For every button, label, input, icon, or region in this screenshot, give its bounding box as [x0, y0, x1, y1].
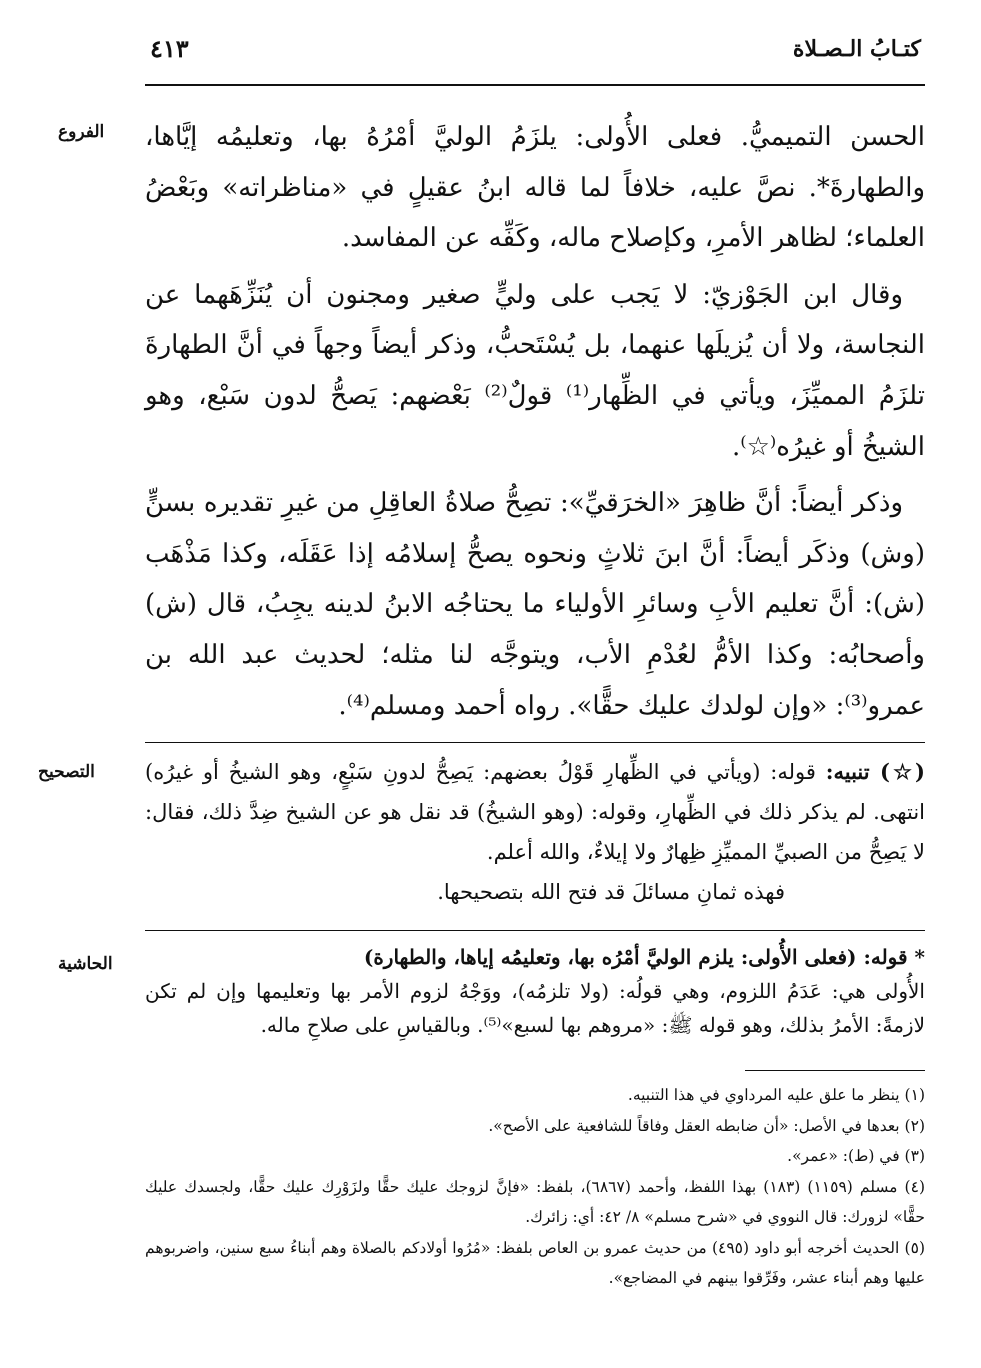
tashih-section [145, 752, 925, 912]
margin-label-furu: الفروع [58, 122, 105, 142]
tanbih-lead: (☆) تنبيه: [825, 759, 925, 784]
footnote-item: (٤) مسلم (١١٥٩) (١٨٣) بهذا اللفظ، وأحمد (٦٨٦٧)، بلفظ: «فإنَّ لزوجك عليك حقًّا ولزَوْرِك عليك حقًّا، ولجسدك عليك حقًّا» لزورك: قال النووي في «شرح مسلم» ٨/ ٤٢: أي: زائرك. [145, 1177, 925, 1226]
footnote-item: (٥) الحديث أخرجه أبو داود (٤٩٥) من حديث عمرو بن العاص بلفظ: «مُرُوا أولادكم بالصلاة وهم أبناءُ سبع سنين، واضربوهم عليها وهم أبناء عشر، وفَرِّقوا بينهم في المضاجع». [145, 1238, 925, 1287]
hashiya-body: الأُولى هي: عَدَمُ اللزوم، وهي قولُه: (ولا تلزمُه)، ووَجْهُ لزوم الأمر بها وتعليمها وإن لم تكن لازمةً: الأمرُ بذلك، وهو قوله ﷺ: «مروهم بها لسبع»⁽⁵⁾. وبالقياسِ على صلاحِ ماله. [145, 979, 925, 1037]
tanbih-text: قوله: (ويأتي في الظِّهارِ قَوْلُ بعضهم: يَصِحُّ لدونِ سَبْعٍ، وهو الشيخُ أو غيرُه) انتهى. لم يذكر ذلك في الظِّهارِ، وقوله: (وهو الشيخُ) قد نقل هو عن الشيخ ضِدَّ ذلك، فقال: لا يَصِحُّ من الصبيِّ المميِّزِ ظِهارٌ ولا إيلاءٌ، والله أعلم. [145, 760, 925, 864]
margin-label-hashiya: الحاشية [58, 954, 113, 974]
footnote-item: (٣) في (ط): «عمر». [787, 1147, 925, 1165]
tashih-note [145, 752, 925, 872]
margin-label-tashih: التصحيح [38, 762, 95, 782]
main-text-body [145, 112, 925, 737]
hashiya-section [145, 940, 925, 1042]
tashih-closing: فهذه ثمانِ مسائلَ قد فتح الله بتصحيحها. [437, 880, 785, 904]
main-paragraph: وقال ابن الجَوْزيّ: لا يَجب على وليٍّ صغير ومجنون أن يُنَزِّهَهما عن النجاسة، ولا أن يُزيلَها عنهما، بل يُسْتَحبُّ، وذكر أيضاً وجهاً في أنَّ الطهارةَ تلزَمُ المميِّزَ، ويأتي في الظِّهار⁽¹⁾ قولٌ⁽²⁾ بَعْضهم: يَصحُّ لدون سَبْع، وهو الشيخُ أو غيرُه⁽☆⁾. [145, 279, 925, 462]
main-paragraph: وذكر أيضاً: أنَّ ظاهِرَ «الخرَقيِّ»: تصِحُّ صلاةُ العاقِلِ من غيرِ تقديره بسنٍّ (وش) وذكَر أيضاً: أنَّ ابنَ ثلاثٍ ونحوه يصحُّ إسلامُه إذا عَقَلَه، وكذا مَذْهَب (ش): أنَّ تعليم الأبِ وسائرِ الأولياء ما يحتاجُه الابنُ لدينه يجِبُ، قال (ش) وأصحابُه: وكذا الأمُّ لعُدْمِ الأب، ويتوجَّه لنا مثله؛ لحديث عبد الله بن عمرو⁽³⁾: «وإن لولدك عليك حقًّا». رواه أحمد ومسلم⁽⁴⁾. [145, 488, 925, 721]
footnote-item: (١) ينظر ما علق عليه المرداوي في هذا التنبيه. [627, 1086, 925, 1104]
footnote-divider [745, 1070, 925, 1071]
main-paragraph: الحسن التميميُّ. فعلى الأُولى: يلزَمُ الوليَّ أمْرُهُ بها، وتعليمُه إيَّاها، والطهارةَ*. نصَّ عليه، خلافاً لما قاله ابنُ عقيلٍ في «مناظراته» وبَعْضُ العلماء؛ لظاهر الأمرِ، وكإصلاح ماله، وكَفِّه عن المفاسد. [145, 122, 925, 254]
section-divider [145, 930, 925, 931]
footnote-item: (٢) بعدها في الأصل: «أن ضابطه العقل وفاقاً للشافعية على الأصح». [488, 1116, 925, 1135]
footnotes [145, 1080, 925, 1294]
page-number: ٤١٣ [150, 34, 189, 63]
header-divider [145, 84, 925, 86]
hashiya-heading: * قوله: (فعلى الأُولى: يلزم الوليَّ أمْرُه بها، وتعليمُه إياها، والطهارة) [363, 945, 925, 969]
running-header-title: كتـابُ الـصـلاة [792, 36, 921, 62]
section-divider [145, 742, 925, 743]
